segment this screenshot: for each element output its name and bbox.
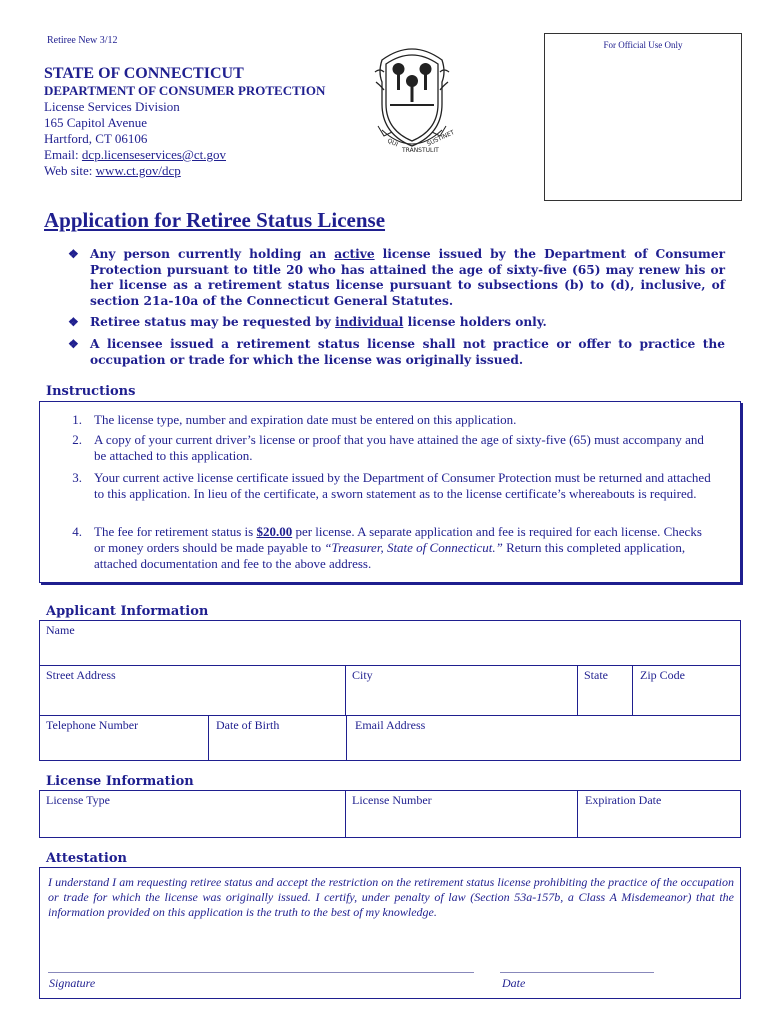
agency-email-row [44, 147, 226, 163]
attestation-box [39, 867, 741, 999]
date-of-birth-field[interactable] [208, 715, 347, 761]
seal-word-2: TRANSTULIT [402, 147, 439, 154]
web-link[interactable]: www.ct.gov/dcp [95, 163, 181, 178]
attestation-text: I understand I am requesting retiree status and accept the restriction on the retirement status license prohibiting the practice of the occupation or trade for which the license was originally issued. I certify, under penalty of law (Section 53a-157b, a Class A Misdemeanor) that the information provided on this application is the truth to the best of my knowledge. [48, 875, 734, 919]
zip-code-field[interactable] [632, 665, 741, 716]
expiration-label: Expiration Date [585, 793, 662, 807]
instruction-item: 3. Your current active license certificate issued by the Department of Consumer Protection must be returned and attached to this application. In lieu of the certificate, a sworn statement as to the license certificate’s whereabouts is required. [72, 470, 711, 501]
signature-line[interactable] [48, 972, 474, 973]
official-use-label: For Official Use Only [603, 40, 683, 50]
form-version: Retiree New 3/12 [47, 35, 118, 46]
expiration-date-field[interactable] [577, 790, 741, 838]
state-label: State [584, 668, 608, 682]
name-field[interactable] [39, 620, 741, 666]
email-address-field[interactable] [346, 715, 741, 761]
street-address-field[interactable] [39, 665, 346, 716]
instruction-item: 4. The fee for retirement status is $20.00 per license. A separate application and fee is required for each license. Checks or money orders should be made payable to “Treasurer, State of Connecticut.” Return this completed application, attached documentation and fee to the above address. [72, 524, 702, 571]
web-label: Web site: [44, 163, 93, 178]
agency-city: Hartford, CT 06106 [44, 131, 148, 146]
applicant-heading: Applicant Information [46, 604, 209, 619]
license-type-label: License Type [46, 793, 110, 807]
fee-amount: $20.00 [256, 524, 293, 539]
agency-department: DEPARTMENT OF CONSUMER PROTECTION [44, 83, 326, 98]
email-link[interactable]: dcp.licenseservices@ct.gov [81, 147, 227, 162]
bullet-individual: ❖ Retiree status may be requested by individual license holders only. [68, 315, 547, 329]
diamond-bullet-icon: ❖ [68, 315, 79, 329]
agency-state: STATE OF CONNECTICUT [44, 65, 244, 82]
diamond-bullet-icon: ❖ [68, 337, 79, 351]
telephone-field[interactable] [39, 715, 209, 761]
official-use-box [544, 33, 742, 201]
signature-label: Signature [49, 976, 96, 990]
name-label: Name [46, 623, 75, 637]
agency-division: License Services Division [44, 99, 180, 114]
diamond-bullet-icon: ❖ [68, 247, 79, 261]
state-field[interactable] [577, 665, 633, 716]
date-line[interactable] [500, 972, 654, 973]
city-field[interactable] [345, 665, 578, 716]
license-number-field[interactable] [345, 790, 578, 838]
payee: “Treasurer, State of Connecticut.” [324, 540, 503, 555]
license-heading: License Information [46, 774, 194, 789]
city-label: City [352, 668, 373, 682]
street-label: Street Address [46, 668, 116, 682]
instruction-item: 1. The license type, number and expiration date must be entered on this application. [72, 412, 517, 427]
emphasis-individual: individual [335, 315, 404, 329]
zip-label: Zip Code [640, 668, 685, 682]
bullet-eligibility: ❖ Any person currently holding an active license issued by the Department of Consumer Protection pursuant to title 20 who has attained the age of sixty-five (65) may renew his or her license as a retirement status license pursuant to subsections (b) to (d), inclusive, of section 21a-10a of the Connecticut General Statutes. [68, 247, 725, 308]
telephone-label: Telephone Number [46, 718, 139, 732]
dob-label: Date of Birth [216, 718, 280, 732]
page-title: Application for Retiree Status License [44, 208, 386, 232]
license-number-label: License Number [352, 793, 432, 807]
seal-word-3: SUSTINET [425, 129, 456, 148]
email-label: Email: [44, 147, 79, 162]
instruction-item: 2. A copy of your current driver’s license or proof that you have attained the age of sixty-five (65) must accompany and be attached to this application. [72, 432, 704, 463]
license-type-field[interactable] [39, 790, 346, 838]
emphasis-active: active [334, 247, 375, 261]
instructions-heading: Instructions [46, 384, 136, 399]
attestation-heading: Attestation [46, 851, 127, 866]
date-label: Date [502, 976, 526, 990]
email-address-label: Email Address [355, 718, 426, 732]
agency-web-row [44, 163, 181, 179]
bullet-restriction: ❖ A licensee issued a retirement status license shall not practice or offer to practice the occupation or trade for which the license was originally issued. [68, 337, 725, 367]
seal-word-1: QUI [386, 137, 399, 149]
agency-street: 165 Capitol Avenue [44, 115, 148, 130]
state-seal-icon [372, 42, 456, 158]
